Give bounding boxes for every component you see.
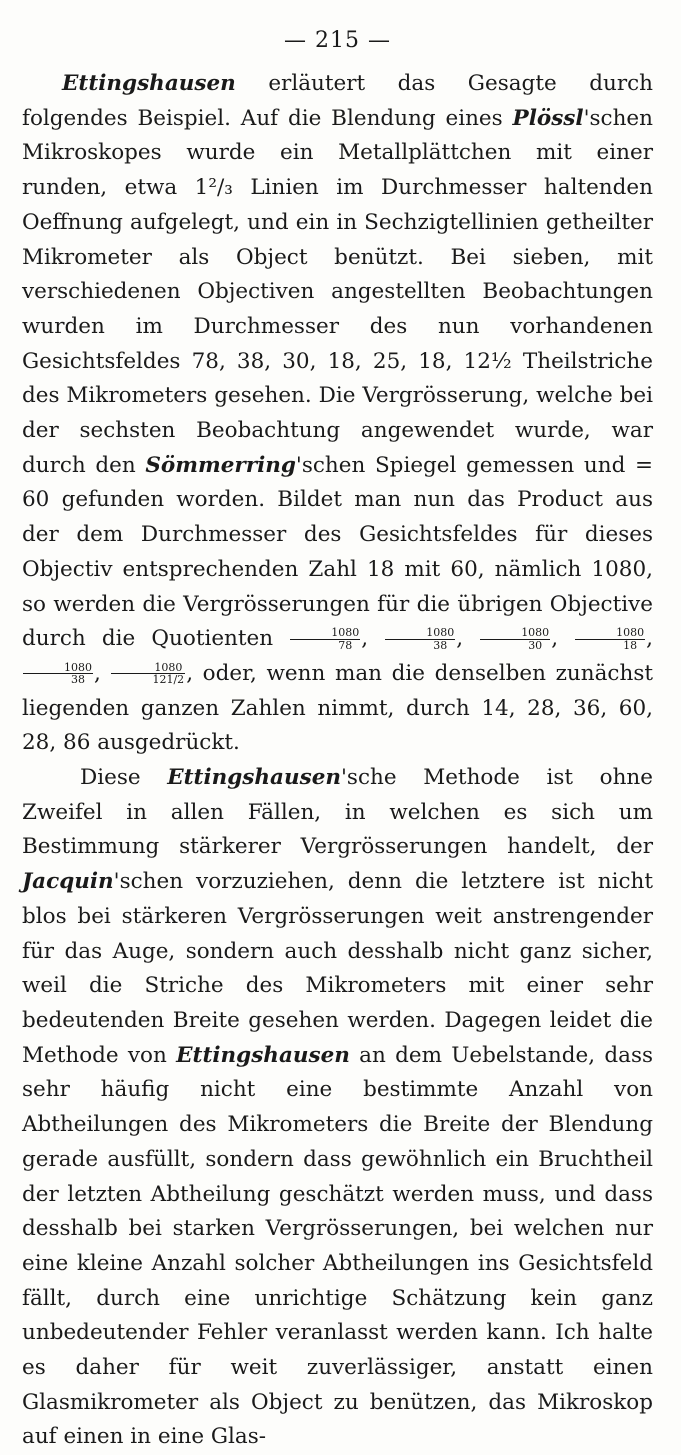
paragraph-text: 'schen Mikroskopes wurde ein Metallplättchen mit einer runden, etwa 1²/₃ Linien im Durchmesser haltenden Oeffnung aufgelegt, und ein in Sechzigtellinien getheilter Mikrometer als Object benützt. Bei sieben, mit verschiedenen Objectiven angestellten Beobachtungen wurden im Durchmesser des nun vorhandenen Gesichtsfeldes 78, 38, 30, 18, 25, 18, 12½ Theilstriche des Mikrometers gesehen. Die Vergrösserung, welche bei der sechsten Beobachtung angewendet wurde, war durch den xyxy=(22,105,653,478)
fraction-denominator: 78 xyxy=(338,638,353,652)
paragraph-text: 'schen vorzuziehen, denn die letztere ist nicht blos bei stärkeren Vergrösserungen weit anstrengender für das Auge, sondern auch desshalb nicht ganz sicher, weil die Striche des Mikrometers mit einer sehr bedeutenden Breite gesehen werden. Dagegen leidet die Methode von xyxy=(22,869,653,1068)
paragraph-text: , oder, wenn man die denselben zunächst liegenden ganzen Zahlen nimmt, durch 14, 28, 36, 60, 28, 86 ausgedrückt. xyxy=(22,660,653,756)
paragraph-1: Ettingshausen erläutert das Gesagte durch folgendes Beispiel. Auf die Blendung eines Plössl'schen Mikroskopes wurde ein Metallplättchen mit einer runden, etwa 1²/₃ Linien im Durchmesser haltenden Oeffnung aufgelegt, und ein in Sechzigtellinien getheilter Mikrometer als Object benützt. Bei sieben, mit verschiedenen Objectiven angestellten Beobachtungen wurden im Durchmesser des nun vorhandenen Gesichtsfeldes 78, 38, 30, 18, 25, 18, 12½ Theilstriche des Mikrometers gesehen. Die Vergrösserung, welche bei der sechsten Beobachtung angewendet wurde, war durch den Sömmerring'schen Spiegel gemessen und = 60 gefunden worden. Bildet man nun das Product aus der dem Durchmesser des Gesichtsfeldes für dieses Objectiv entsprechenden Zahl 18 mit 60, nämlich 1080, so werden die Vergrösserungen für die übrigen Objective durch die Quotienten $\frac{1080}{78}$ , $\frac{1080}{38}$ , $\frac{1080}{30}$ , $\frac{1080}{18}$ , $\frac{1080}{38}$ , $\frac{1080}{121/2}$ , oder, wenn man die denselben zunächst liegenden ganzen Zahlen nimmt, durch 14, 28, 36, 60, 28, 86 ausgedrückt. xyxy=(22,71,653,756)
paragraph-text: erläutert das Gesagte durch folgendes Beispiel. Auf die Blendung eines xyxy=(22,71,653,131)
fraction-denominator: 121/2 xyxy=(152,673,185,687)
fraction-quotient xyxy=(111,662,185,686)
fraction-denominator: 30 xyxy=(528,638,543,652)
fraction-denominator: 38 xyxy=(433,638,448,652)
fraction-numerator: 1080 xyxy=(111,662,185,675)
fraction-numerator: 1080 xyxy=(385,627,455,640)
fraction-numerator: 1080 xyxy=(23,662,93,675)
fraction-denominator: 18 xyxy=(623,638,638,652)
author-name-sommerring: Sömmerring xyxy=(145,452,296,478)
paragraph-text: 'schen Spiegel gemessen und = 60 gefunden worden. Bildet man nun das Product aus der dem Durchmesser des Gesichtsfeldes für dieses Objectiv entsprechenden Zahl 18 mit 60, nämlich 1080, so werden die Vergrösserungen für die übrigen Objective durch die Quotienten xyxy=(22,452,653,652)
fraction-denominator: 38 xyxy=(71,673,85,687)
fraction-numerator: 1080 xyxy=(575,627,645,640)
fraction-numerator: 1080 xyxy=(290,627,360,640)
author-name-jacquin: Jacquin xyxy=(22,869,114,895)
paragraph-text: an dem Uebelstande, dass sehr häufig nicht eine bestimmte Anzahl von Abtheilungen des Mikrometers die Breite der Blendung gerade ausfüllt, sondern dass gewöhnlich ein Bruchtheil der letzten Abtheilung geschätzt werden muss, und dass desshalb bei starken Vergrösserungen, bei welchen nur eine kleine Anzahl solcher Abtheilungen ins Gesichtsfeld fällt, durch eine unrichtige Schätzung kein ganz unbedeutender Fehler veranlasst werden kann. Ich halte es daher für weit zuverlässiger, anstatt einen Glasmikrometer als Object zu benützen, das Mikroskop auf einen in eine Glas- xyxy=(22,1042,654,1450)
fraction-quotient xyxy=(290,627,360,651)
paragraph-text: Diese xyxy=(80,765,168,791)
author-name-ettingshausen: Ettingshausen xyxy=(176,1042,350,1068)
fraction-numerator: 1080 xyxy=(480,627,550,640)
fraction-quotient xyxy=(385,627,455,651)
paragraph-2 xyxy=(22,761,653,1455)
page-number: — 215 — xyxy=(284,28,391,53)
author-name-ettingshausen: Ettingshausen xyxy=(62,71,236,96)
fraction-quotient xyxy=(23,662,93,686)
fraction-quotient xyxy=(480,627,550,651)
author-name-plossl: Plössl xyxy=(512,105,584,131)
fraction-quotient xyxy=(575,627,645,651)
author-name-ettingshausen: Ettingshausen xyxy=(167,765,342,791)
paragraph-text: 'sche Methode ist ohne Zweifel in allen Fällen, in welchen es sich um Bestimmung stärkerer Vergrösserungen handelt, der xyxy=(22,765,653,860)
